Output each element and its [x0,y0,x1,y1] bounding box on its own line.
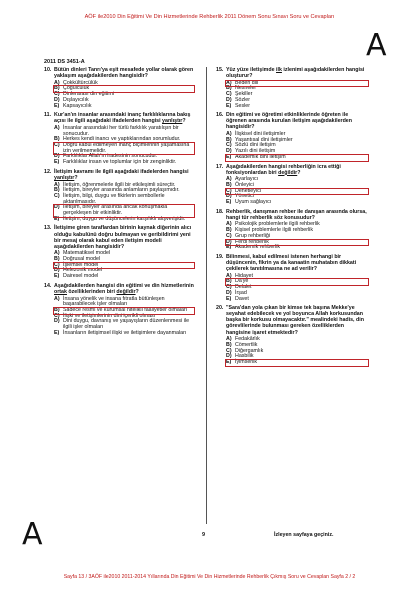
option-text: Delalet [235,284,252,291]
option-letter: D) [226,238,232,245]
option-text: Dinlerarası din eğitimi [63,91,114,98]
question-emphasis: yanlıştır [162,118,183,125]
option-text: İnsanların iletişimsel ilişki ve iletişimlere dayanmaları [63,329,187,336]
option-letter: E) [54,329,60,336]
option-letter: C) [226,187,232,194]
option-letter: A) [54,181,60,188]
option-letter: D) [54,267,60,274]
option-text: İlişkisel dini iletişimler [235,130,286,137]
answer-options [226,274,368,303]
option-letter: B) [54,136,60,143]
question-block [44,67,194,109]
option-text: Hidayet [235,272,253,279]
option-letter: B) [226,227,232,234]
question-number: 15. [216,67,224,73]
question-text [54,67,194,79]
option-text: İrşad [235,289,247,296]
answer-option [54,319,194,330]
option-text: Dini duygu, davranış ve yaşayışların düzenlenmesi ile ilgili işler olmaları [63,318,190,331]
option-letter: D) [54,96,60,103]
answer-option [54,274,194,280]
page-header: AÖF ile2010 Din Eğitimi Ve Din Hizmetlerinde Rehberlik 2011 Dönem Sonu Sınavı Soru ve Cevapları [84,14,335,20]
option-text: İnsana yönelik ve insana fıtratla bütünleşen başarabilecek işler olmaları [63,295,165,308]
option-letter: B) [54,85,60,92]
option-text: Hasbilik [235,353,254,360]
question-text-part: İletişim kavramı ile ilgili aşağıdaki ifadelerden hangisi [54,168,189,175]
option-text: Akademik dini iletişim [235,153,286,160]
answer-options [54,251,194,280]
question-text [54,112,194,124]
question-stem [44,283,194,295]
answer-option [226,297,368,303]
option-text: Farklılıklar Allah'ın iradesinin sonucudur. [63,153,158,160]
option-text: İletişim, bireyler arasında ancak konuşmakla gerçekleşen bir etkinliktir. [63,204,168,217]
answer-option-marked [54,205,194,216]
answer-option-marked [226,360,368,366]
option-letter: C) [226,232,232,239]
column-divider [206,67,207,524]
question-text [54,225,194,249]
option-letter: A) [54,295,60,302]
question-text-part: "Sara'dan yola çıkan bir kimse tek başına Mekke'ye seyahat edebilecek ve yol boyunca Allah korkusundan başka bir korkusu olmayacaktır." mealindeki hadis, din görevlilerinde bulunması gereken özelliklerden hangisine işaret etmektedir? [226,305,364,336]
option-letter: C) [226,91,232,98]
page-number: 9 [202,532,206,538]
question-block [216,112,368,160]
question-block [44,169,194,223]
option-text: İletişim, bireyler arasında anlamların paylaşımıdır. [63,187,180,194]
option-text: Kişisel problemlerle ilgili rehberlik [235,227,314,234]
question-text [54,169,194,181]
question-text-part: Rehberlik, danışman rehber ile danışan arasında olursa, hangi tür rehberlik söz konusudur? [226,208,367,221]
option-text: Sesler [235,102,251,109]
option-text: Davet [235,295,249,302]
question-number: 17. [216,163,224,170]
answer-option [226,104,368,110]
option-text: Akademik rehberlik [235,244,281,251]
question-number: 10. [44,67,52,73]
question-text [226,112,368,130]
option-letter: A) [54,250,60,257]
next-page-note: İzleyen sayfaya geçiniz. [274,532,334,538]
option-letter: B) [54,306,60,313]
option-text: Yönetici [235,193,254,200]
booklet-letter-bottom: A [22,517,43,552]
option-text: Grup rehberliği [235,232,271,239]
option-text: İlişki ve iletişimlerinin dini içerikli olması [63,312,156,319]
option-text: Diğergamlık [235,347,264,354]
question-emphasis: ortak [54,288,67,295]
option-text: İşlemsel model [63,261,99,268]
option-text: Psikolojik problemlerle ilgili rehberlik [235,221,320,228]
question-number: 20. [216,305,224,312]
question-stem [44,225,194,249]
option-letter: A) [226,221,232,228]
question-number: 16. [216,112,224,119]
option-text: Herkes kendi inancı ve yaptıklarından sorumludur. [63,136,181,143]
option-letter: B) [226,341,232,348]
option-letter: E) [226,153,232,160]
option-text: İletişim, duygu ve düşüncelerin karşılıklı alışverişidir. [63,215,186,222]
option-text: Doğrusal model [63,256,101,262]
option-text: Ayarlayıcı [235,176,259,183]
left-column [44,67,194,339]
option-letter: C) [54,91,60,98]
question-emphasis: ilk [276,67,282,73]
option-letter: E) [226,199,232,205]
question-number: 12. [44,168,52,175]
option-letter: E) [54,102,60,109]
question-number: 11. [44,112,52,119]
question-stem [216,112,368,130]
option-letter: A) [226,272,232,279]
right-column [216,67,368,369]
option-text: Yazılı dini iletişim [235,148,276,155]
question-emphasis: yanlıştır [54,174,75,181]
option-text: Beden dili [235,79,259,86]
question-text-part: Kur'an'ın insanlar arasındaki inanç farklılıklarına bakış açısı ile ilgili aşağıdaki ifadelerden hangisi [54,112,191,125]
option-text: İyimserlik [235,358,258,365]
question-block [216,254,368,302]
option-letter: A) [226,130,232,137]
option-letter: C) [54,261,60,268]
question-stem [216,305,368,335]
option-letter: E) [226,358,232,365]
option-text: Sadece resmi ve kurumsal nitelikli faaliyetler olmaları [63,306,188,313]
answer-option [54,331,194,337]
question-text-part: Aşağıdakilerden hangisi din eğitimi ve din hizmetlerinin [54,282,194,289]
option-text: Sözlü dini iletişim [235,142,276,149]
option-letter: B) [226,181,232,188]
question-text [226,164,368,176]
option-text: Matematiksel model [63,250,111,257]
option-letter: B) [226,136,232,143]
question-text-part: Bilinmesi, kabul edilmesi istenen herhangi bir düşüncenin, fikrin ya da kanaatin muhatabın dikkati çekilerek tanıtılmasına ne ad verilir? [226,253,357,273]
question-block [216,209,368,251]
option-text: Önleyici [235,181,254,188]
option-letter: E) [226,295,232,302]
option-letter: D) [226,289,232,296]
option-text: Sözler [235,96,251,103]
option-text: Doğru kabul edilmeyen inanç biçimlerinin yaşamasına izin verilmemelidir. [63,142,190,154]
option-text: Dışlayıcılık [63,96,89,103]
option-letter: B) [54,187,60,194]
question-block [44,112,194,166]
question-text-part: özelliklerinden biri [66,288,117,295]
option-letter: A) [226,176,232,183]
option-letter: E) [54,215,60,222]
option-text: Dairesel model [63,273,99,280]
option-letter: A) [54,124,60,131]
option-text: Uyum sağlayıcı [235,199,272,205]
option-letter: C) [54,192,60,199]
option-text: İletişim, bilgi, duygu ve fikirlerin sembollerle aktarılmasıdır. [63,192,165,205]
option-letter: E) [54,273,60,280]
question-text-part: ? [182,118,186,125]
option-text: İletişim, öğrenmelerle ilgili bir etkileşimli süreçtir. [63,181,176,188]
option-letter: A) [226,79,232,86]
option-text: Yaşantısal dini iletişimler [235,136,293,143]
answer-options [226,81,368,110]
question-number: 19. [216,253,224,260]
option-letter: B) [226,85,232,92]
option-text: Nesneler [235,85,257,92]
question-stem [44,112,194,124]
option-letter: C) [54,142,60,148]
option-letter: C) [226,284,232,291]
question-text [226,305,368,335]
option-letter: D) [54,204,60,211]
answer-options [54,81,194,110]
option-letter: D) [226,148,232,155]
option-letter: C) [226,142,232,149]
question-stem [216,254,368,272]
question-text-part: Din eğitimi ve öğretimi etkinliklerinde öğreten ile öğrenen arasında kurulan iletişim aşağıdakilerden hangisidir? [226,112,352,131]
option-letter: D) [54,318,60,325]
answer-options [226,337,368,366]
question-text [226,209,368,221]
option-text: Çokkültürcülük [63,79,98,86]
option-text: Cömertlik [235,341,258,348]
answer-options [54,297,194,337]
answer-option [226,200,368,206]
option-letter: E) [226,102,232,109]
option-letter: E) [226,244,232,251]
question-emphasis: değildir [278,169,298,176]
question-block [216,67,368,109]
booklet-letter-top: A [366,28,387,63]
answer-option-marked [226,155,368,161]
question-block [216,164,368,206]
question-emphasis: değildir [116,288,136,295]
answer-option [54,217,194,223]
option-letter: D) [226,193,232,200]
option-text: Farklılıklar insan ve toplumlar için bir zenginliktir. [63,159,177,166]
question-stem [44,67,194,79]
question-text-part: Aşağıdakilerden hangisi rehberliğin icra ettiği fonksiyonlardan biri [226,163,341,176]
question-number: 13. [44,225,52,232]
question-block [216,305,368,365]
option-text: Ferdi rehberlik [235,238,269,245]
answer-options [226,132,368,161]
option-letter: A) [54,79,60,86]
question-text-part: ? [297,169,301,176]
question-text-part: Bütün dinleri Tanrı'ya eşit mesafede yollar olarak gören yaklaşım aşağıdakilerden hangisidir? [54,67,194,80]
page-footer: Sayfa 13 / 3AÖF ile2010 2011-2014 Yıllarında Din Eğitimi Ve Din Hizmetlerinde Rehberlik Çıkmış Soru ve Cevaplan Sayfa 2 / 2 [63,574,356,580]
answer-options [226,222,368,251]
question-block [44,283,194,337]
option-letter: A) [226,336,232,343]
answer-option [54,160,194,166]
answer-option [226,245,368,251]
option-text: Helezonik model [63,267,103,274]
option-text: Şekiller [235,91,253,98]
question-number: 18. [216,208,224,215]
question-text-part: Yüz yüze iletişimde [226,67,277,73]
question-text [226,254,368,272]
option-letter: B) [54,256,60,262]
option-text: Denetleyici [235,187,261,194]
question-text-part: İletişime giren taraflardan birinin kaynak diğerinin alıcı olduğu kabulünü doğru bulmayan ve geribildirimi yeni bir mesaj olarak kabul eden iletişim modeli aşağıdakilerden hangisidir? [54,225,192,250]
option-text: Çoğulculuk [63,85,90,92]
question-number: 14. [44,282,52,289]
option-letter: C) [54,312,60,319]
answer-options [54,183,194,223]
question-text-part: izlenimi aşağıdakilerden hangisi oluşturur? [226,67,365,80]
option-text: İnsanlar arasındaki her türlü farklılık yaratılışın bir sonucudur. [63,124,179,137]
option-letter: E) [54,159,60,166]
answer-options [226,177,368,206]
question-stem [44,169,194,181]
option-text: Fedakârlık [235,336,260,343]
question-text-part: ? [135,288,139,295]
option-text: Dâ'ye [235,278,249,285]
option-letter: B) [226,278,232,285]
question-stem [216,164,368,176]
option-letter: D) [226,353,232,360]
question-stem [216,67,368,79]
answer-option [54,104,194,110]
question-block [44,225,194,279]
question-text [54,283,194,295]
option-letter: D) [226,96,232,103]
exam-code: 2011 DS 3451-A [44,59,85,65]
question-text [226,67,368,79]
option-letter: C) [226,347,232,354]
answer-options [54,126,194,166]
question-stem [216,209,368,221]
option-letter: D) [54,153,60,160]
question-text-part: ? [74,174,78,181]
option-text: Kapsayıcılık [63,102,92,109]
